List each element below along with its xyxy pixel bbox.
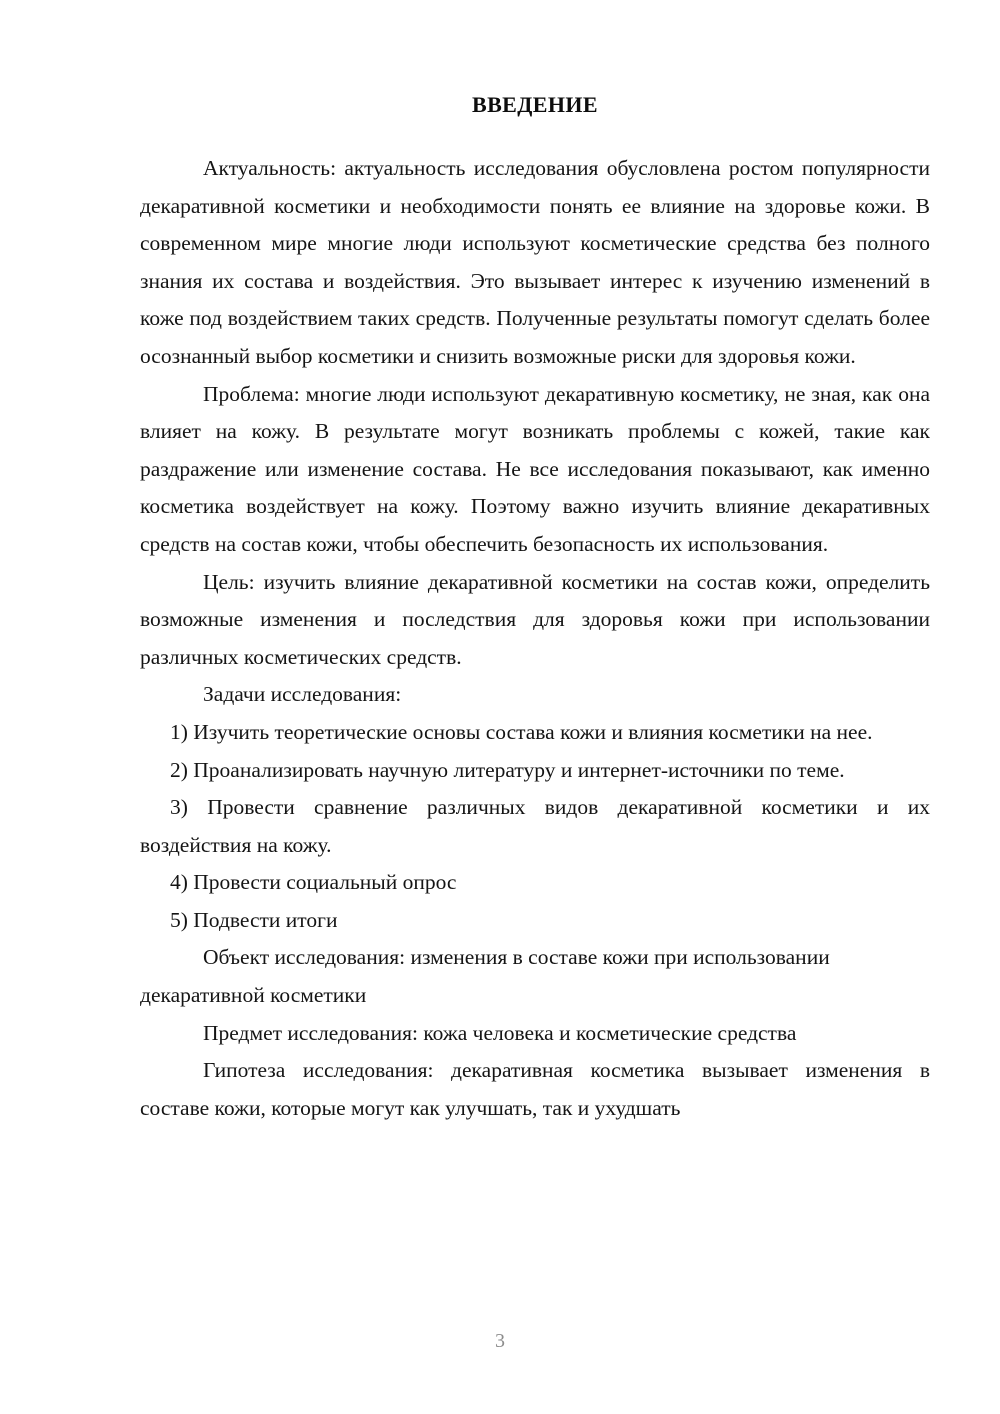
paragraph-goal: Цель: изучить влияние декаративной косметики на состав кожи, определить возможные изменения и последствия для здоровья кожи при использовании различных косметических средств. (140, 569, 930, 669)
paragraph-object: Объект исследования: изменения в составе кожи при использовании декаративной косметики (140, 945, 830, 1008)
paragraph-hypothesis: Гипотеза исследования: декаративная косметика вызывает изменения в составе кожи, которые могут как улучшать, так и ухудшать (140, 1058, 930, 1120)
paragraph-problem: Проблема: многие люди используют декаративную косметику, не зная, как она влияет на кожу. В результате могут возникать проблемы с кожей, такие как раздражение или изменение состава. Не все исследования показывают, как именно косметика воздействует на кожу. Поэтому важно изучить влияние декаративных средств на состав кожи, чтобы обеспечить безопасность их использования. (140, 381, 930, 556)
paragraph-relevance: Актуальность: актуальность исследования обусловлена ростом популярности декаративной косметики и необходимости понять ее влияние на здоровье кожи. В современном мире многие люди используют косметические средства без полного знания их состава и воздействия. Это вызывает интерес к изучению изменений в коже под воздействием таких средств. Полученные результаты помогут сделать более осознанный выбор косметики и снизить возможные риски для здоровья кожи. (140, 156, 930, 368)
page-content (140, 86, 930, 1127)
task-item-3: 3) Провести сравнение различных видов декаративной косметики и их воздействия на кожу. (140, 795, 930, 857)
page-title: ВВЕДЕНИЕ (472, 92, 598, 117)
paragraph-subject: Предмет исследования: кожа человека и косметические средства (203, 1020, 797, 1045)
page-number: 3 (495, 1330, 505, 1352)
tasks-heading: Задачи исследования: (203, 682, 402, 707)
task-item-5: 5) Подвести итоги (170, 907, 338, 932)
task-item-1: 1) Изучить теоретические основы состава кожи и влияния косметики на нее. (170, 719, 873, 744)
task-item-4: 4) Провести социальный опрос (170, 870, 457, 895)
task-item-2: 2) Проанализировать научную литературу и интернет-источники по теме. (170, 757, 845, 782)
